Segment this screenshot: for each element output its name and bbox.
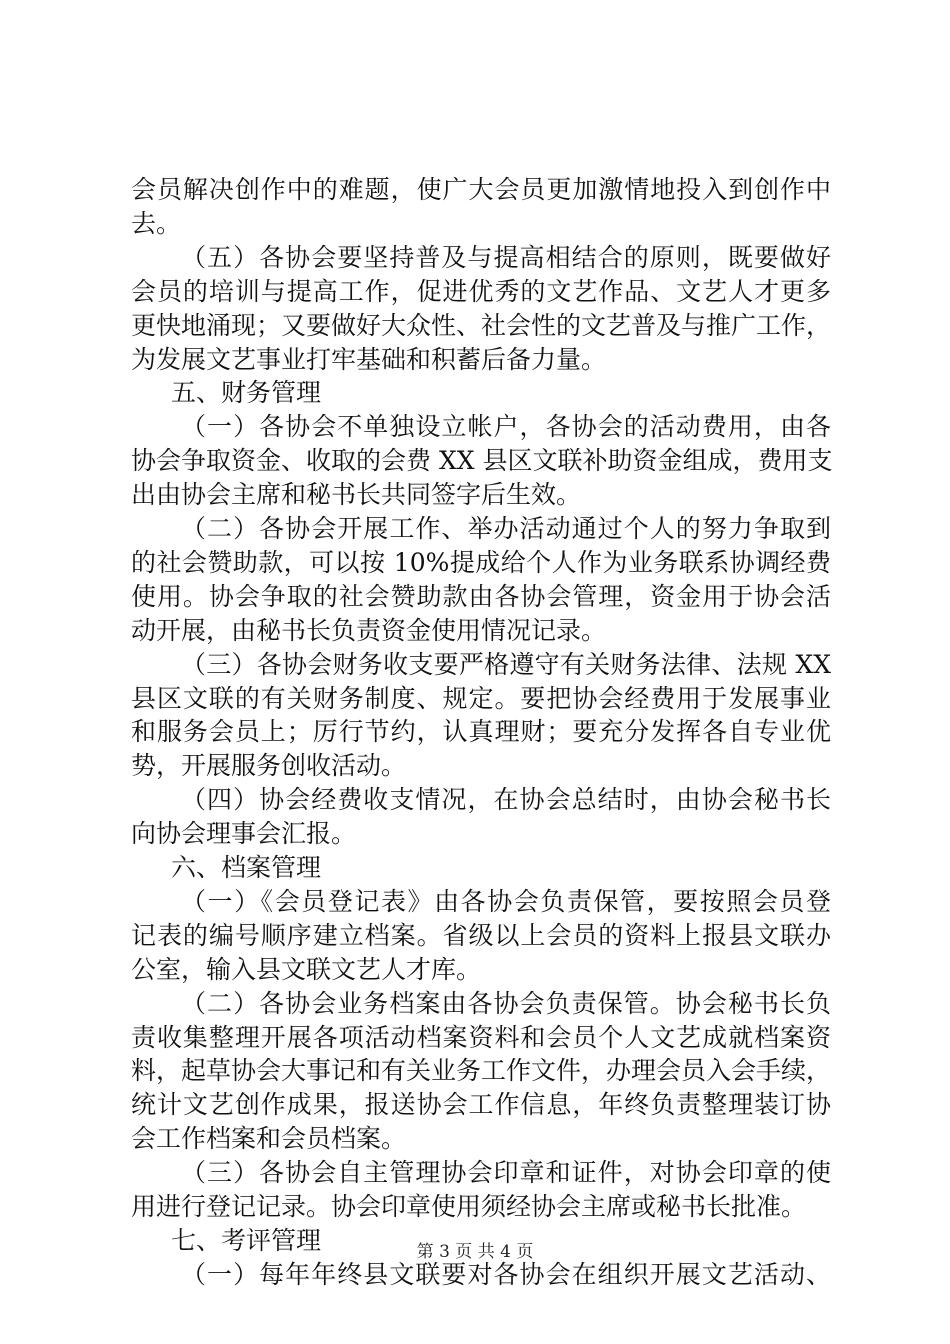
text-line: 出由协会主席和秘书长共同签字后生效。: [131, 480, 582, 510]
text-line: 记表的编号顺序建立档案。省级以上会员的资料上报县文联办: [131, 920, 831, 950]
text-line: 动开展，由秘书长负责资金使用情况记录。: [131, 615, 607, 645]
text-line: （四）协会经费收支情况，在协会总结时，由协会秘书长: [181, 785, 831, 815]
text-line: （一）每年年终县文联要对各协会在组织开展文艺活动、: [181, 1259, 831, 1289]
text-line: 势，开展服务创收活动。: [131, 751, 407, 781]
text-line: 会工作档案和会员档案。: [131, 1124, 407, 1154]
text-line: 用进行登记记录。协会印章使用须经协会主席或秘书长批准。: [131, 1192, 807, 1221]
text-line: 协会争取资金、收取的会费 XX 县区文联补助资金组成，费用支: [131, 446, 833, 476]
text-line: 的社会赞助款，可以按 10%提成给个人作为业务联系协调经费: [131, 547, 831, 577]
text-line: 和服务会员上；厉行节约，认真理财；要充分发挥各自专业优: [131, 717, 831, 747]
text-line: （五）各协会要坚持普及与提高相结合的原则，既要做好: [181, 242, 831, 272]
text-line: 去。: [131, 208, 182, 238]
text-line: （三）各协会财务收支要严格遵守有关财务法律、法规 XX: [181, 649, 831, 679]
text-line: （三）各协会自主管理协会印章和证件，对协会印章的使: [181, 1158, 831, 1188]
page-number-footer: 第 3 页 共 4 页: [416, 1242, 534, 1262]
text-line: 使用。协会争取的社会赞助款由各协会管理，资金用于协会活: [131, 581, 831, 611]
text-line: 更快地涌现；又要做好大众性、社会性的文艺普及与推广工作，: [131, 310, 832, 340]
text-line: 为发展文艺事业打牢基础和积蓄后备力量。: [131, 344, 607, 374]
text-line: 六、档案管理: [171, 853, 322, 882]
text-line: 料，起草协会大事记和有关业务工作文件，办理会员入会手续，: [131, 1056, 832, 1086]
text-line: 五、财务管理: [171, 378, 322, 408]
text-line: 公室，输入县文联文艺人才库。: [131, 954, 482, 984]
text-line: 县区文联的有关财务制度、规定。要把协会经费用于发展事业: [131, 683, 831, 713]
text-line: （一）各协会不单独设立帐户，各协会的活动费用，由各: [181, 412, 831, 442]
text-line: （二）各协会开展工作、举办活动通过个人的努力争取到: [181, 514, 831, 543]
text-line: 统计文艺创作成果，报送协会工作信息，年终负责整理装订协: [131, 1090, 831, 1120]
text-line: （二）各协会业务档案由各协会负责保管。协会秘书长负: [181, 988, 831, 1018]
text-line: 会员解决创作中的难题，使广大会员更加激情地投入到创作中: [131, 175, 831, 204]
text-line: （一）《会员登记表》由各协会负责保管，要按照会员登: [181, 886, 831, 916]
text-line: 责收集整理开展各项活动档案资料和会员个人文艺成就档案资: [131, 1022, 831, 1052]
text-line: 会员的培训与提高工作，促进优秀的文艺作品、文艺人才更多: [131, 276, 831, 306]
text-line: 七、考评管理: [171, 1225, 322, 1255]
text-line: 向协会理事会汇报。: [131, 819, 357, 849]
